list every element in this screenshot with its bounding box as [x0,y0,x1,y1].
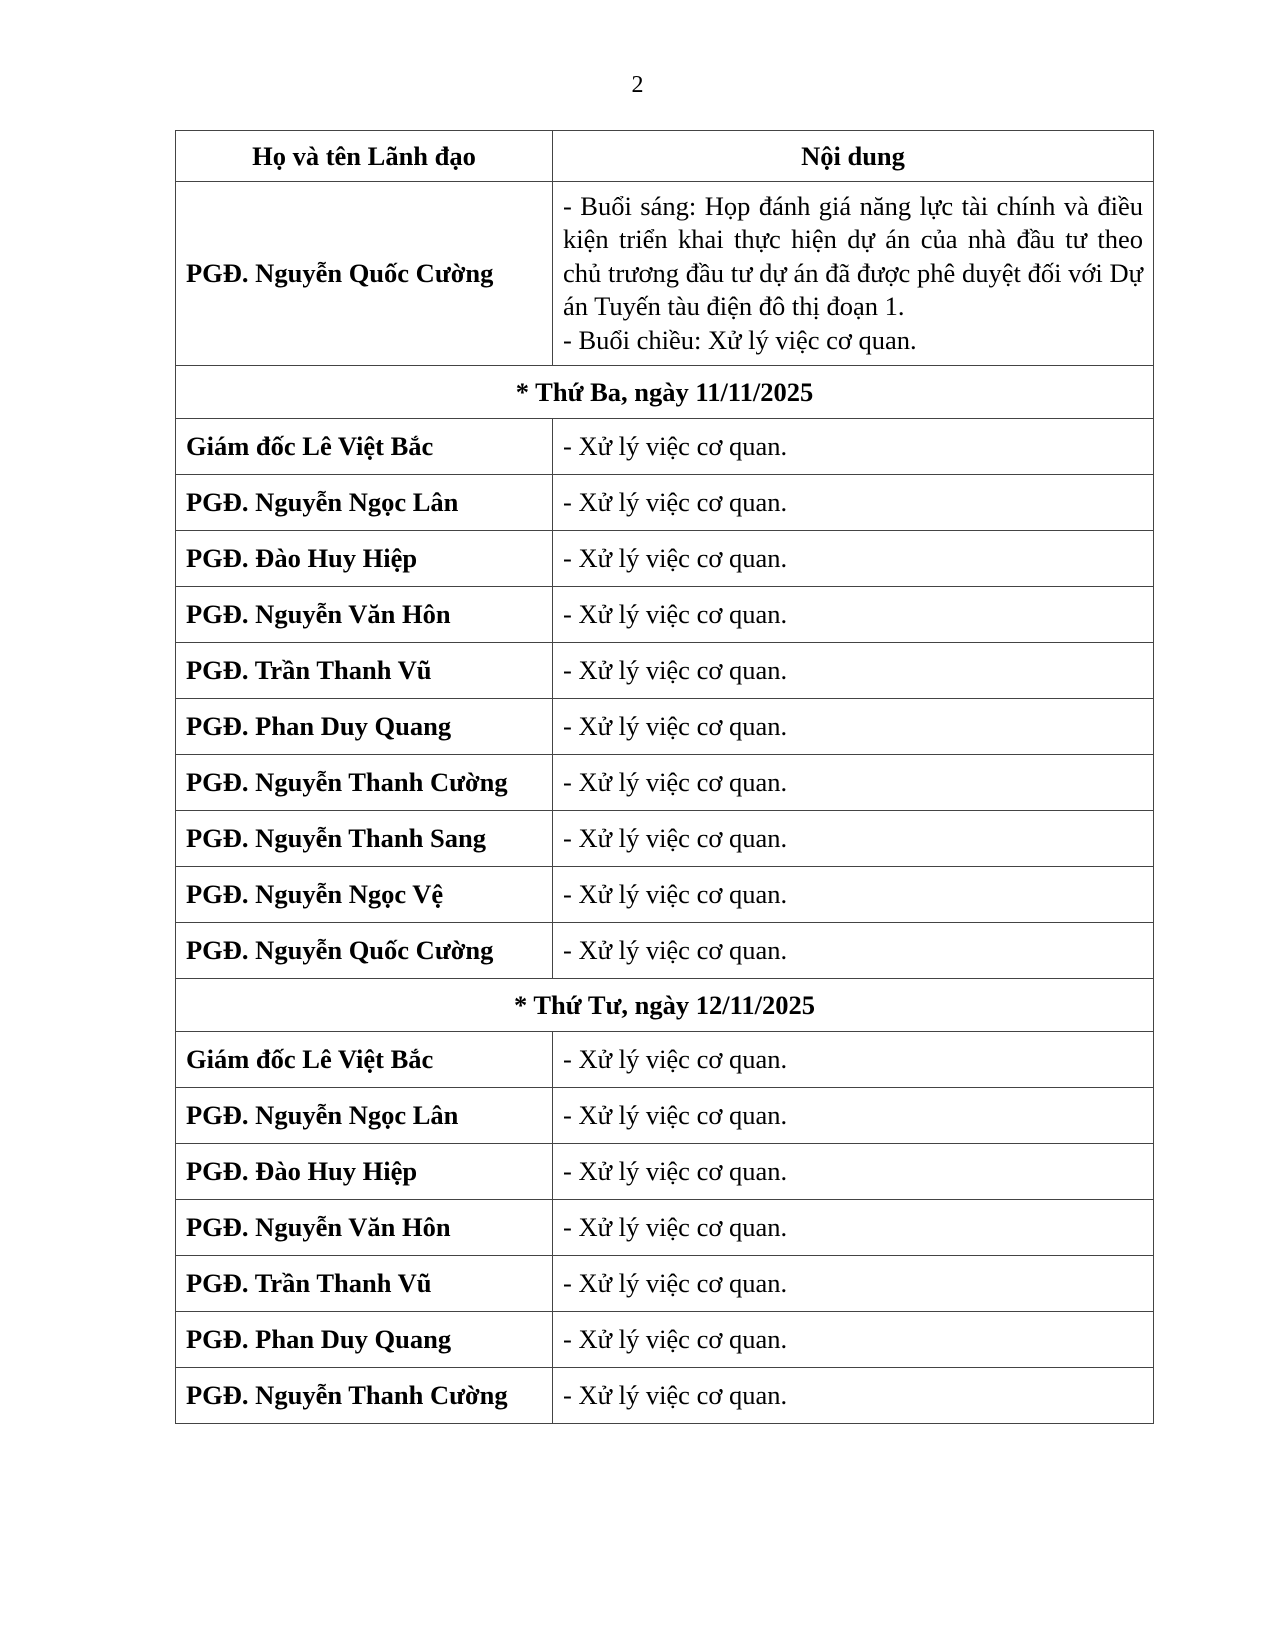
content-cell: - Xử lý việc cơ quan. [553,699,1154,755]
header-content: Nội dung [553,131,1154,182]
table-row [176,1256,1154,1312]
day-heading-row [176,979,1154,1032]
leader-name-cell: PGĐ. Nguyễn Quốc Cường [176,923,553,979]
content-cell: - Xử lý việc cơ quan. [553,587,1154,643]
content-cell: - Xử lý việc cơ quan. [553,811,1154,867]
leader-name-cell: PGĐ. Nguyễn Ngọc Lân [176,1088,553,1144]
table-row [176,587,1154,643]
content-cell: - Xử lý việc cơ quan. [553,923,1154,979]
leader-name-cell: PGĐ. Nguyễn Ngọc Lân [176,475,553,531]
leader-name-cell: PGĐ. Trần Thanh Vũ [176,1256,553,1312]
leader-name-cell: PGĐ. Nguyễn Thanh Cường [176,1368,553,1424]
leader-name-cell: PGĐ. Nguyễn Văn Hôn [176,1200,553,1256]
content-cell: - Xử lý việc cơ quan. [553,419,1154,475]
content-cell: - Xử lý việc cơ quan. [553,1368,1154,1424]
table-row [176,531,1154,587]
leader-name-cell: Giám đốc Lê Việt Bắc [176,419,553,475]
header-leader-name: Họ và tên Lãnh đạo [176,131,553,182]
table-row [176,1144,1154,1200]
content-cell: - Xử lý việc cơ quan. [553,475,1154,531]
leader-name-cell: PGĐ. Nguyễn Văn Hôn [176,587,553,643]
table-row [176,811,1154,867]
content-cell: - Xử lý việc cơ quan. [553,1144,1154,1200]
content-cell: - Xử lý việc cơ quan. [553,867,1154,923]
table-row [176,1032,1154,1088]
table-row [176,1368,1154,1424]
day-heading: * Thứ Ba, ngày 11/11/2025 [176,366,1154,419]
content-cell: - Xử lý việc cơ quan. [553,1032,1154,1088]
table-row [176,923,1154,979]
table-row [176,475,1154,531]
table-row [176,182,1154,366]
leader-name-cell: PGĐ. Đào Huy Hiệp [176,531,553,587]
page-number: 2 [631,72,644,98]
leader-schedule-table [175,130,1154,1424]
leader-name-cell: PGĐ. Đào Huy Hiệp [176,1144,553,1200]
table-row [176,1088,1154,1144]
table-row [176,867,1154,923]
afternoon-content: - Buổi chiều: Xử lý việc cơ quan. [563,324,917,355]
table-row [176,643,1154,699]
leader-name-cell: PGĐ. Nguyễn Thanh Sang [176,811,553,867]
day-heading: * Thứ Tư, ngày 12/11/2025 [176,979,1154,1032]
content-cell: - Xử lý việc cơ quan. [553,531,1154,587]
leader-name-cell: PGĐ. Nguyễn Thanh Cường [176,755,553,811]
content-cell: - Xử lý việc cơ quan. [553,1312,1154,1368]
day-heading-row [176,366,1154,419]
table-row [176,1312,1154,1368]
leader-name-cell: PGĐ. Phan Duy Quang [176,699,553,755]
leader-name-cell: Giám đốc Lê Việt Bắc [176,1032,553,1088]
content-cell [553,182,1154,366]
table-row [176,755,1154,811]
table-header-row [176,131,1154,182]
content-cell: - Xử lý việc cơ quan. [553,1256,1154,1312]
morning-content: - Buổi sáng: Họp đánh giá năng lực tài chính và điều kiện triển khai thực hiện dự án của nhà đầu tư theo chủ trương đầu tư dự án đã được phê duyệt đối với Dự án Tuyến tàu điện đô thị đoạn 1. [563,190,1143,322]
table-row [176,419,1154,475]
content-cell: - Xử lý việc cơ quan. [553,643,1154,699]
content-cell: - Xử lý việc cơ quan. [553,1200,1154,1256]
table-row [176,1200,1154,1256]
content-cell: - Xử lý việc cơ quan. [553,755,1154,811]
leader-name-cell: PGĐ. Phan Duy Quang [176,1312,553,1368]
content-cell: - Xử lý việc cơ quan. [553,1088,1154,1144]
leader-name-cell: PGĐ. Nguyễn Quốc Cường [176,182,553,366]
leader-name-cell: PGĐ. Nguyễn Ngọc Vệ [176,867,553,923]
table-row [176,699,1154,755]
leader-name-cell: PGĐ. Trần Thanh Vũ [176,643,553,699]
